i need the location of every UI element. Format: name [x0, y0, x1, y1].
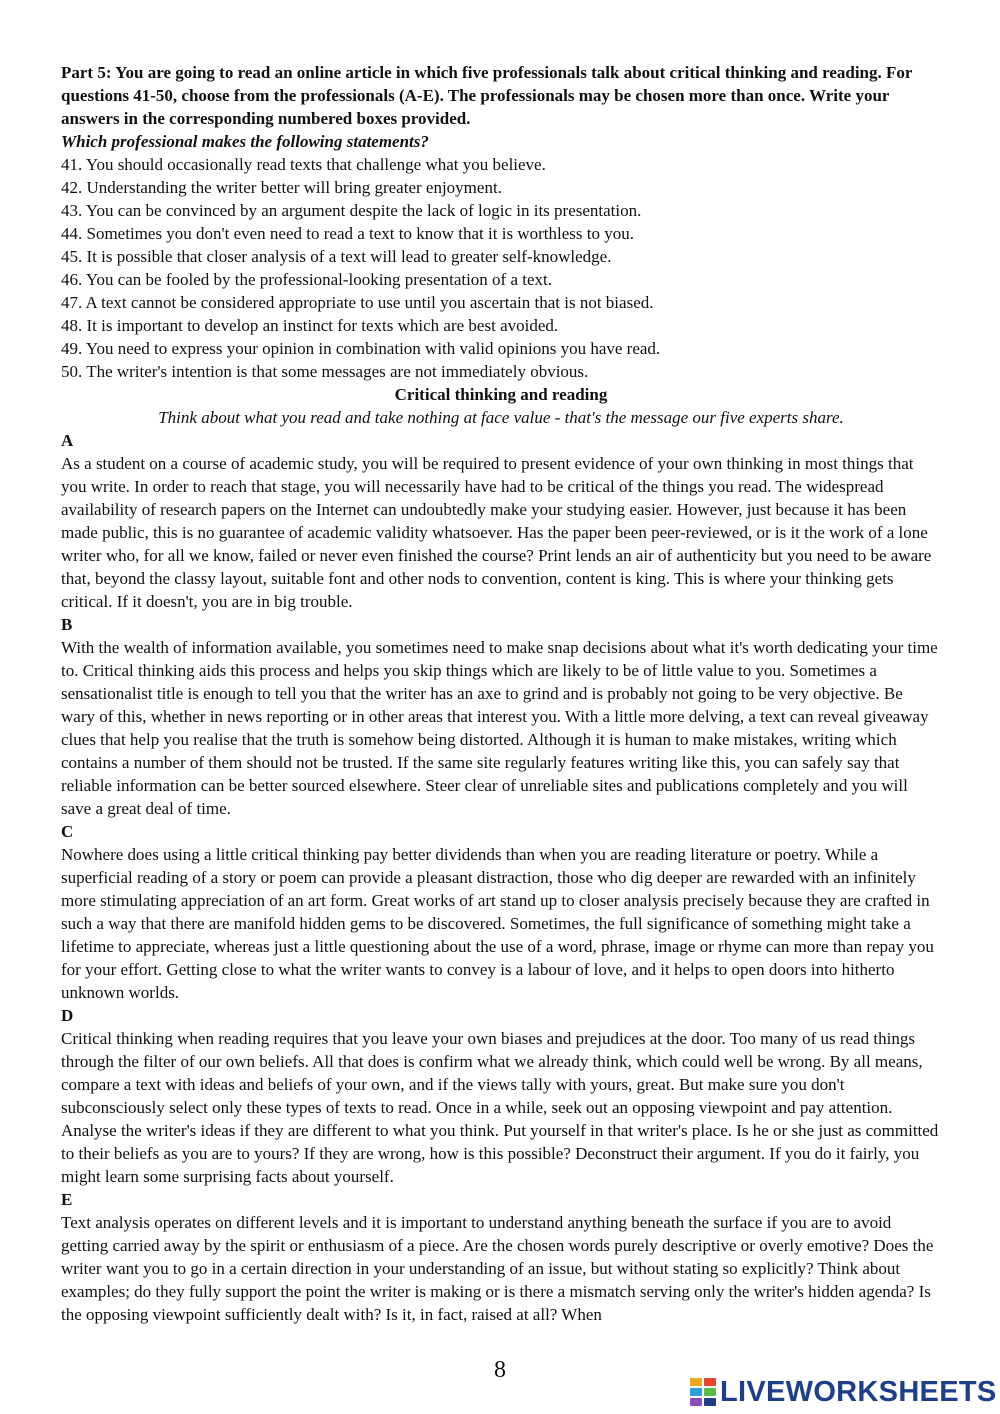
- question-41: 41. You should occasionally read texts that challenge what you believe.: [61, 155, 546, 174]
- section-e: [61, 1188, 941, 1326]
- questions-subheading: Which professional makes the following statements?: [61, 132, 429, 151]
- question-47: 47. A text cannot be considered appropriate to use until you ascertain that is not biased.: [61, 293, 654, 312]
- question-49: 49. You need to express your opinion in combination with valid opinions you have read.: [61, 339, 661, 358]
- section-text: With the wealth of information available, you sometimes need to make snap decisions about what it's worth dedicating your time to. Critical thinking aids this process and helps you skip things which are likely to be of little value to you. Sometimes a sensationalist title is enough to tell you that the writer has an axe to grind and is probably not going to be very objective. Be wary of this, whether in news reporting or in other areas that interest you. With a little more delving, a text can reveal giveaway clues that help you realise that the truth is somehow being distorted. Although it is human to make mistakes, writing which contains a number of them should not be trusted. If the same site regularly features writing like this, you can safely say that reliable information can be better sourced elsewhere. Steer clear of unreliable sites and publications completely and you will save a great deal of time.: [61, 638, 938, 818]
- worksheet-content: [61, 61, 941, 1326]
- section-b: [61, 613, 941, 820]
- section-letter: D: [61, 1006, 74, 1025]
- question-44: 44. Sometimes you don't even need to read a text to know that it is worthless to you.: [61, 224, 634, 243]
- question-46: 46. You can be fooled by the professional-looking presentation of a text.: [61, 270, 553, 289]
- question-42: 42. Understanding the writer better will bring greater enjoyment.: [61, 178, 502, 197]
- question-list: [61, 153, 941, 383]
- section-text: Nowhere does using a little critical thinking pay better dividends than when you are reading literature or poetry. While a superficial reading of a story or poem can provide a pleasant distraction, those who dig deeper are rewarded with an infinitely more stimulating appreciation of an art form. Great works of art stand up to closer analysis precisely because they are crafted in such a way that there are manifold hidden gems to be discovered. Sometimes, the full significance of something might take a lifetime to appreciate, whereas just a little questioning about the use of a word, phrase, image or rhyme can more than repay you for your effort. Getting close to what the writer wants to convey is a labour of love, and it helps to open doors into hitherto unknown worlds.: [61, 845, 934, 1002]
- logo-mark-cell: [704, 1388, 716, 1396]
- logo-text: LIVEWORKSHEETS: [720, 1376, 997, 1408]
- section-letter: E: [61, 1190, 73, 1209]
- logo-mark-cell: [690, 1388, 702, 1396]
- section-text: Critical thinking when reading requires that you leave your own biases and prejudices at the door. Too many of us read things through the filter of our own beliefs. All that does is confirm what we already think, which could well be wrong. By all means, compare a text with ideas and beliefs of your own, and if the views tally with yours, great. But make sure you don't subconsciously select only these types of texts to read. Once in a while, seek out an opposing viewpoint and pay attention. Analyse the writer's ideas if they are different to what you think. Put yourself in that writer's place. Is he or she just as committed to their beliefs as you are to yours? If they are wrong, how is this possible? Deconstruct their argument. If you do it fairly, you might learn some surprising facts about yourself.: [61, 1029, 939, 1186]
- section-letter: C: [61, 822, 74, 841]
- logo-mark-cell: [704, 1398, 716, 1406]
- logo-mark-icon: [690, 1378, 716, 1406]
- section-c: [61, 820, 941, 1004]
- instructions: Part 5: You are going to read an online article in which five professionals talk about critical thinking and reading. For questions 41-50, choose from the professionals (A-E). The professionals may be chosen more than once. Write your answers in the corresponding numbered boxes provided.: [61, 63, 913, 128]
- question-43: 43. You can be convinced by an argument despite the lack of logic in its presentation.: [61, 201, 642, 220]
- article-tagline: Think about what you read and take nothing at face value - that's the message our five experts share.: [158, 408, 844, 427]
- section-letter: A: [61, 431, 74, 450]
- section-text: Text analysis operates on different levels and it is important to understand anything beneath the surface if you are to avoid getting carried away by the spirit or enthusiasm of a piece. Are the chosen words purely descriptive or overly emotive? Does the writer want you to go in a certain direction in your understanding of an issue, but without stating so explicitly? Think about examples; do they fully support the point the writer is making or is there a mismatch serving only the writer's hidden agenda? Is the opposing viewpoint sufficiently dealt with? Is it, in fact, raised at all? When: [61, 1213, 934, 1324]
- logo-mark-cell: [690, 1378, 702, 1386]
- page-number: 8: [494, 1357, 506, 1383]
- liveworksheets-logo: [690, 1375, 997, 1409]
- logo-mark-cell: [704, 1378, 716, 1386]
- question-45: 45. It is possible that closer analysis of a text will lead to greater self-knowledge.: [61, 247, 612, 266]
- section-text: As a student on a course of academic study, you will be required to present evidence of your own thinking in most things that you write. In order to reach that stage, you will necessarily have had to be critical of the things you read. The widespread availability of research papers on the Internet can undoubtedly make your studying easier. However, just because it has been made public, this is no guarantee of academic validity whatsoever. Has the paper been peer-reviewed, or is it the work of a lone writer who, for all we know, failed or never even finished the course? Print lends an air of authenticity but you need to be aware that, beyond the classy layout, suitable font and other nods to convention, content is king. This is where your thinking gets critical. If it doesn't, you are in big trouble.: [61, 454, 932, 611]
- question-48: 48. It is important to develop an instinct for texts which are best avoided.: [61, 316, 559, 335]
- section-letter: B: [61, 615, 73, 634]
- logo-mark-cell: [690, 1398, 702, 1406]
- section-d: [61, 1004, 941, 1188]
- section-a: [61, 429, 941, 613]
- article-title: Critical thinking and reading: [394, 385, 608, 404]
- question-50: 50. The writer's intention is that some messages are not immediately obvious.: [61, 362, 589, 381]
